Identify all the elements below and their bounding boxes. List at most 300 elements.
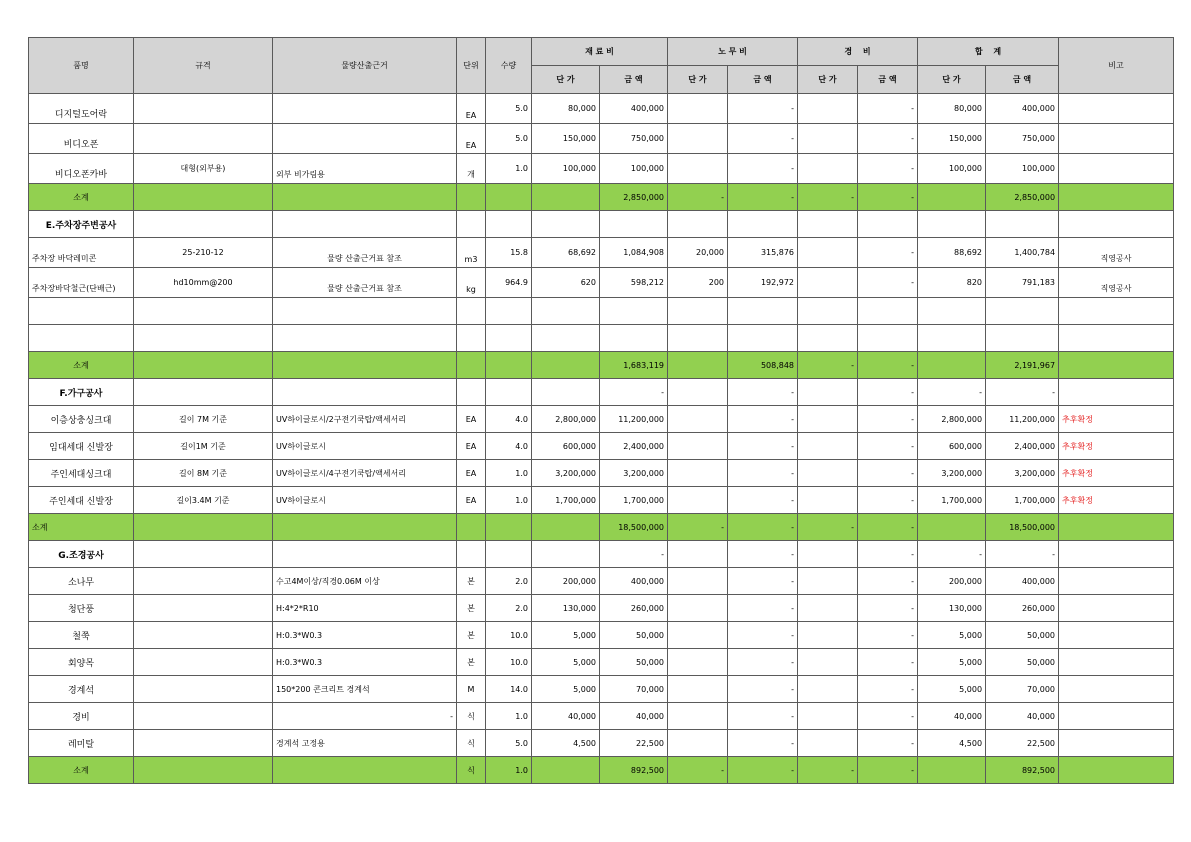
qty-cell: 2.0 xyxy=(486,568,532,595)
note-cell xyxy=(1059,514,1174,541)
labor-amount-cell: - xyxy=(728,154,798,184)
material-amount-cell: 1,683,119 xyxy=(600,352,668,379)
unit-cell: 본 xyxy=(457,649,486,676)
unit-cell: EA xyxy=(457,487,486,514)
total-unit-price-cell: - xyxy=(918,379,986,406)
basis-cell: H:0.3*W0.3 xyxy=(273,649,457,676)
header-material-amount: 금 액 xyxy=(600,66,668,94)
basis-cell: 물량 산출근거표 참조 xyxy=(273,238,457,268)
note-cell: 추후확정 xyxy=(1059,487,1174,514)
spec-cell xyxy=(134,622,273,649)
expense-amount-cell: - xyxy=(858,649,918,676)
basis-cell xyxy=(273,124,457,154)
total-unit-price-cell: 80,000 xyxy=(918,94,986,124)
labor-amount-cell: - xyxy=(728,433,798,460)
basis-cell xyxy=(273,184,457,211)
expense-amount-cell: - xyxy=(858,595,918,622)
table-row xyxy=(29,124,1174,154)
spec-cell: 길이3.4M 기준 xyxy=(134,487,273,514)
unit-cell: EA xyxy=(457,406,486,433)
total-unit-price-cell: 600,000 xyxy=(918,433,986,460)
labor-amount-cell: - xyxy=(728,622,798,649)
material-amount-cell: 1,084,908 xyxy=(600,238,668,268)
total-amount-cell: 50,000 xyxy=(986,622,1059,649)
name-cell: 소계 xyxy=(29,757,134,784)
note-cell xyxy=(1059,325,1174,352)
unit-cell: EA xyxy=(457,124,486,154)
total-amount-cell: 18,500,000 xyxy=(986,514,1059,541)
labor-amount-cell: - xyxy=(728,406,798,433)
labor-unit-price-cell xyxy=(668,487,728,514)
expense-unit-price-cell xyxy=(798,238,858,268)
qty-cell: 5.0 xyxy=(486,730,532,757)
unit-cell: 식 xyxy=(457,757,486,784)
spec-cell xyxy=(134,757,273,784)
total-unit-price-cell: 1,700,000 xyxy=(918,487,986,514)
labor-amount-cell: - xyxy=(728,676,798,703)
expense-unit-price-cell xyxy=(798,622,858,649)
header-expense: 경 비 xyxy=(798,38,918,66)
header-material: 재 료 비 xyxy=(532,38,668,66)
expense-amount-cell xyxy=(858,325,918,352)
basis-cell: UV하이글로시 xyxy=(273,433,457,460)
unit-cell: 식 xyxy=(457,730,486,757)
total-amount-cell: 400,000 xyxy=(986,568,1059,595)
labor-amount-cell: - xyxy=(728,379,798,406)
basis-cell: 150*200 콘크리트 경계석 xyxy=(273,676,457,703)
expense-amount-cell: - xyxy=(858,514,918,541)
total-unit-price-cell xyxy=(918,298,986,325)
labor-amount-cell: 315,876 xyxy=(728,238,798,268)
spec-cell xyxy=(134,703,273,730)
name-cell: 경계석 xyxy=(29,676,134,703)
subtotal-row xyxy=(29,184,1174,211)
header-spec: 규격 xyxy=(134,38,273,94)
note-cell xyxy=(1059,298,1174,325)
labor-unit-price-cell xyxy=(668,433,728,460)
header-qty: 수량 xyxy=(486,38,532,94)
qty-cell: 1.0 xyxy=(486,703,532,730)
material-amount-cell: 11,200,000 xyxy=(600,406,668,433)
name-cell: 주차장바닥철근(단배근) xyxy=(29,268,134,298)
unit-cell: EA xyxy=(457,94,486,124)
qty-cell: 5.0 xyxy=(486,94,532,124)
note-cell xyxy=(1059,730,1174,757)
total-amount-cell: 750,000 xyxy=(986,124,1059,154)
basis-cell: 외부 비가림용 xyxy=(273,154,457,184)
basis-cell: UV하이글로시/4구전기쿡탑/액세서리 xyxy=(273,460,457,487)
expense-amount-cell: - xyxy=(858,406,918,433)
material-unit-price-cell: 2,800,000 xyxy=(532,406,600,433)
qty-cell xyxy=(486,211,532,238)
labor-unit-price-cell: - xyxy=(668,514,728,541)
header-total-unit-price: 단 가 xyxy=(918,66,986,94)
table-row xyxy=(29,154,1174,184)
expense-unit-price-cell xyxy=(798,676,858,703)
expense-amount-cell: - xyxy=(858,352,918,379)
expense-amount-cell: - xyxy=(858,703,918,730)
labor-unit-price-cell xyxy=(668,568,728,595)
total-amount-cell xyxy=(986,298,1059,325)
labor-unit-price-cell xyxy=(668,622,728,649)
total-unit-price-cell: 820 xyxy=(918,268,986,298)
qty-cell: 5.0 xyxy=(486,124,532,154)
unit-cell: 본 xyxy=(457,595,486,622)
name-cell xyxy=(29,298,134,325)
labor-unit-price-cell xyxy=(668,460,728,487)
labor-amount-cell xyxy=(728,325,798,352)
material-unit-price-cell: 100,000 xyxy=(532,154,600,184)
expense-amount-cell: - xyxy=(858,622,918,649)
labor-amount-cell xyxy=(728,211,798,238)
total-unit-price-cell: 200,000 xyxy=(918,568,986,595)
qty-cell: 1.0 xyxy=(486,757,532,784)
total-unit-price-cell: 88,692 xyxy=(918,238,986,268)
qty-cell: 10.0 xyxy=(486,622,532,649)
total-amount-cell: 22,500 xyxy=(986,730,1059,757)
material-amount-cell: 2,850,000 xyxy=(600,184,668,211)
total-unit-price-cell: 150,000 xyxy=(918,124,986,154)
note-cell xyxy=(1059,703,1174,730)
labor-unit-price-cell: - xyxy=(668,757,728,784)
basis-cell: UV하이글로시 xyxy=(273,487,457,514)
labor-unit-price-cell xyxy=(668,298,728,325)
expense-unit-price-cell xyxy=(798,541,858,568)
unit-cell xyxy=(457,541,486,568)
material-amount-cell: 750,000 xyxy=(600,124,668,154)
material-amount-cell: 400,000 xyxy=(600,568,668,595)
qty-cell: 1.0 xyxy=(486,487,532,514)
qty-cell: 2.0 xyxy=(486,595,532,622)
material-amount-cell: 100,000 xyxy=(600,154,668,184)
labor-unit-price-cell xyxy=(668,676,728,703)
total-unit-price-cell: 5,000 xyxy=(918,649,986,676)
unit-cell: M xyxy=(457,676,486,703)
name-cell: 소나무 xyxy=(29,568,134,595)
header-total-amount: 금 액 xyxy=(986,66,1059,94)
total-amount-cell: 70,000 xyxy=(986,676,1059,703)
spec-cell xyxy=(134,184,273,211)
total-amount-cell: 100,000 xyxy=(986,154,1059,184)
header-note: 비고 xyxy=(1059,38,1174,94)
total-unit-price-cell: 40,000 xyxy=(918,703,986,730)
material-unit-price-cell xyxy=(532,184,600,211)
material-unit-price-cell xyxy=(532,211,600,238)
name-cell: G.조경공사 xyxy=(29,541,134,568)
total-amount-cell: 3,200,000 xyxy=(986,460,1059,487)
labor-unit-price-cell xyxy=(668,352,728,379)
expense-unit-price-cell xyxy=(798,460,858,487)
total-amount-cell: 2,850,000 xyxy=(986,184,1059,211)
material-amount-cell: 50,000 xyxy=(600,622,668,649)
total-unit-price-cell: 2,800,000 xyxy=(918,406,986,433)
spec-cell xyxy=(134,94,273,124)
qty-cell xyxy=(486,184,532,211)
expense-amount-cell: - xyxy=(858,487,918,514)
unit-cell xyxy=(457,352,486,379)
expense-unit-price-cell xyxy=(798,406,858,433)
material-amount-cell: - xyxy=(600,379,668,406)
name-cell: 주인세대싱크대 xyxy=(29,460,134,487)
note-cell xyxy=(1059,622,1174,649)
table-row xyxy=(29,568,1174,595)
note-cell xyxy=(1059,649,1174,676)
name-cell: 회양목 xyxy=(29,649,134,676)
expense-unit-price-cell: - xyxy=(798,514,858,541)
material-amount-cell: 2,400,000 xyxy=(600,433,668,460)
total-amount-cell: 400,000 xyxy=(986,94,1059,124)
basis-cell: H:0.3*W0.3 xyxy=(273,622,457,649)
expense-amount-cell: - xyxy=(858,379,918,406)
labor-unit-price-cell xyxy=(668,406,728,433)
spec-cell xyxy=(134,730,273,757)
note-cell: 추후확정 xyxy=(1059,433,1174,460)
total-unit-price-cell: 5,000 xyxy=(918,676,986,703)
subtotal-row xyxy=(29,352,1174,379)
labor-amount-cell: - xyxy=(728,487,798,514)
name-cell: 철쭉 xyxy=(29,622,134,649)
material-amount-cell: 598,212 xyxy=(600,268,668,298)
spec-cell xyxy=(134,298,273,325)
expense-amount-cell: - xyxy=(858,433,918,460)
table-row xyxy=(29,622,1174,649)
unit-cell: 본 xyxy=(457,622,486,649)
material-amount-cell: 1,700,000 xyxy=(600,487,668,514)
note-cell xyxy=(1059,211,1174,238)
basis-cell: 경계석 고정용 xyxy=(273,730,457,757)
unit-cell: EA xyxy=(457,433,486,460)
labor-unit-price-cell xyxy=(668,703,728,730)
unit-cell xyxy=(457,298,486,325)
estimate-table xyxy=(28,37,1174,784)
basis-cell xyxy=(273,325,457,352)
material-unit-price-cell xyxy=(532,757,600,784)
unit-cell xyxy=(457,211,486,238)
basis-cell: 물량 산출근거표 참조 xyxy=(273,268,457,298)
qty-cell: 10.0 xyxy=(486,649,532,676)
spec-cell xyxy=(134,676,273,703)
material-amount-cell: 22,500 xyxy=(600,730,668,757)
name-cell: 소계 xyxy=(29,184,134,211)
expense-unit-price-cell xyxy=(798,124,858,154)
note-cell xyxy=(1059,757,1174,784)
expense-unit-price-cell xyxy=(798,568,858,595)
spec-cell xyxy=(134,568,273,595)
name-cell: E.주차장주변공사 xyxy=(29,211,134,238)
labor-unit-price-cell xyxy=(668,379,728,406)
labor-unit-price-cell xyxy=(668,730,728,757)
expense-unit-price-cell xyxy=(798,649,858,676)
total-unit-price-cell xyxy=(918,325,986,352)
table-body xyxy=(29,94,1174,784)
material-unit-price-cell xyxy=(532,541,600,568)
material-unit-price-cell: 3,200,000 xyxy=(532,460,600,487)
material-amount-cell: 70,000 xyxy=(600,676,668,703)
labor-unit-price-cell xyxy=(668,124,728,154)
name-cell: F.가구공사 xyxy=(29,379,134,406)
material-unit-price-cell: 620 xyxy=(532,268,600,298)
material-unit-price-cell: 80,000 xyxy=(532,94,600,124)
header-labor-amount: 금 액 xyxy=(728,66,798,94)
note-cell: 직영공사 xyxy=(1059,268,1174,298)
spec-cell: 대형(외부용) xyxy=(134,154,273,184)
expense-amount-cell: - xyxy=(858,154,918,184)
unit-cell xyxy=(457,514,486,541)
labor-unit-price-cell xyxy=(668,94,728,124)
total-unit-price-cell xyxy=(918,757,986,784)
qty-cell xyxy=(486,514,532,541)
note-cell xyxy=(1059,94,1174,124)
header-material-unit-price: 단 가 xyxy=(532,66,600,94)
note-cell xyxy=(1059,379,1174,406)
qty-cell: 14.0 xyxy=(486,676,532,703)
note-cell xyxy=(1059,541,1174,568)
material-amount-cell xyxy=(600,211,668,238)
basis-cell: UV하이글로시/2구전기쿡탑/액세서리 xyxy=(273,406,457,433)
labor-unit-price-cell xyxy=(668,595,728,622)
expense-amount-cell: - xyxy=(858,460,918,487)
total-unit-price-cell: 4,500 xyxy=(918,730,986,757)
labor-amount-cell: - xyxy=(728,514,798,541)
unit-cell: 개 xyxy=(457,154,486,184)
qty-cell xyxy=(486,325,532,352)
spec-cell xyxy=(134,541,273,568)
table-row xyxy=(29,730,1174,757)
spec-cell: 길이 7M 기준 xyxy=(134,406,273,433)
note-cell: 추후확정 xyxy=(1059,460,1174,487)
total-unit-price-cell: 100,000 xyxy=(918,154,986,184)
material-amount-cell: - xyxy=(600,541,668,568)
total-amount-cell: 892,500 xyxy=(986,757,1059,784)
total-unit-price-cell xyxy=(918,184,986,211)
note-cell xyxy=(1059,352,1174,379)
name-cell: 레미탈 xyxy=(29,730,134,757)
unit-cell: 본 xyxy=(457,568,486,595)
material-amount-cell: 892,500 xyxy=(600,757,668,784)
qty-cell xyxy=(486,298,532,325)
table-row xyxy=(29,460,1174,487)
total-amount-cell: 2,400,000 xyxy=(986,433,1059,460)
material-amount-cell: 50,000 xyxy=(600,649,668,676)
name-cell: 이층상충싱크대 xyxy=(29,406,134,433)
qty-cell: 4.0 xyxy=(486,406,532,433)
expense-unit-price-cell: - xyxy=(798,352,858,379)
expense-unit-price-cell xyxy=(798,595,858,622)
header-total: 합 계 xyxy=(918,38,1059,66)
basis-cell: H:4*2*R10 xyxy=(273,595,457,622)
expense-unit-price-cell xyxy=(798,94,858,124)
unit-cell xyxy=(457,379,486,406)
labor-amount-cell: - xyxy=(728,541,798,568)
material-amount-cell: 260,000 xyxy=(600,595,668,622)
section-row xyxy=(29,379,1174,406)
subtotal-row xyxy=(29,757,1174,784)
qty-cell: 4.0 xyxy=(486,433,532,460)
header-unit: 단위 xyxy=(457,38,486,94)
note-cell xyxy=(1059,154,1174,184)
material-unit-price-cell: 200,000 xyxy=(532,568,600,595)
unit-cell: EA xyxy=(457,460,486,487)
material-unit-price-cell: 68,692 xyxy=(532,238,600,268)
header-labor: 노 무 비 xyxy=(668,38,798,66)
note-cell xyxy=(1059,676,1174,703)
spec-cell: 길이 8M 기준 xyxy=(134,460,273,487)
name-cell: 주차장 바닥레미콘 xyxy=(29,238,134,268)
expense-amount-cell: - xyxy=(858,568,918,595)
expense-unit-price-cell xyxy=(798,298,858,325)
material-unit-price-cell xyxy=(532,325,600,352)
basis-cell xyxy=(273,94,457,124)
table-row xyxy=(29,649,1174,676)
material-unit-price-cell: 150,000 xyxy=(532,124,600,154)
qty-cell: 1.0 xyxy=(486,460,532,487)
expense-unit-price-cell: - xyxy=(798,757,858,784)
expense-amount-cell: - xyxy=(858,124,918,154)
spec-cell xyxy=(134,124,273,154)
material-unit-price-cell: 4,500 xyxy=(532,730,600,757)
material-unit-price-cell: 1,700,000 xyxy=(532,487,600,514)
labor-amount-cell: - xyxy=(728,595,798,622)
header-expense-amount: 금 액 xyxy=(858,66,918,94)
labor-amount-cell: - xyxy=(728,124,798,154)
spec-cell xyxy=(134,211,273,238)
expense-unit-price-cell xyxy=(798,730,858,757)
labor-amount-cell: - xyxy=(728,94,798,124)
labor-amount-cell: 192,972 xyxy=(728,268,798,298)
table-row xyxy=(29,94,1174,124)
expense-amount-cell: - xyxy=(858,268,918,298)
labor-amount-cell: - xyxy=(728,649,798,676)
labor-amount-cell: - xyxy=(728,757,798,784)
expense-unit-price-cell xyxy=(798,379,858,406)
basis-cell xyxy=(273,514,457,541)
material-amount-cell: 40,000 xyxy=(600,703,668,730)
total-amount-cell: 11,200,000 xyxy=(986,406,1059,433)
note-cell xyxy=(1059,184,1174,211)
material-unit-price-cell xyxy=(532,298,600,325)
table-row xyxy=(29,238,1174,268)
total-amount-cell: 40,000 xyxy=(986,703,1059,730)
basis-cell: 수고4M이상/직경0.06M 이상 xyxy=(273,568,457,595)
table-row xyxy=(29,433,1174,460)
expense-amount-cell: - xyxy=(858,757,918,784)
unit-cell: kg xyxy=(457,268,486,298)
material-unit-price-cell: 600,000 xyxy=(532,433,600,460)
note-cell: 추후확정 xyxy=(1059,406,1174,433)
expense-unit-price-cell: - xyxy=(798,184,858,211)
total-amount-cell: 791,183 xyxy=(986,268,1059,298)
header-labor-unit-price: 단 가 xyxy=(668,66,728,94)
total-unit-price-cell: 130,000 xyxy=(918,595,986,622)
total-amount-cell: 1,400,784 xyxy=(986,238,1059,268)
unit-cell: m3 xyxy=(457,238,486,268)
spec-cell xyxy=(134,325,273,352)
basis-cell xyxy=(273,352,457,379)
labor-amount-cell xyxy=(728,298,798,325)
section-row xyxy=(29,211,1174,238)
total-unit-price-cell xyxy=(918,514,986,541)
labor-unit-price-cell xyxy=(668,325,728,352)
header-basis: 물량산출근거 xyxy=(273,38,457,94)
name-cell: 소계 xyxy=(29,514,134,541)
blank-row xyxy=(29,325,1174,352)
name-cell: 주인세대 신발장 xyxy=(29,487,134,514)
total-amount-cell: 260,000 xyxy=(986,595,1059,622)
material-amount-cell: 400,000 xyxy=(600,94,668,124)
qty-cell: 1.0 xyxy=(486,154,532,184)
expense-amount-cell: - xyxy=(858,94,918,124)
material-unit-price-cell xyxy=(532,379,600,406)
